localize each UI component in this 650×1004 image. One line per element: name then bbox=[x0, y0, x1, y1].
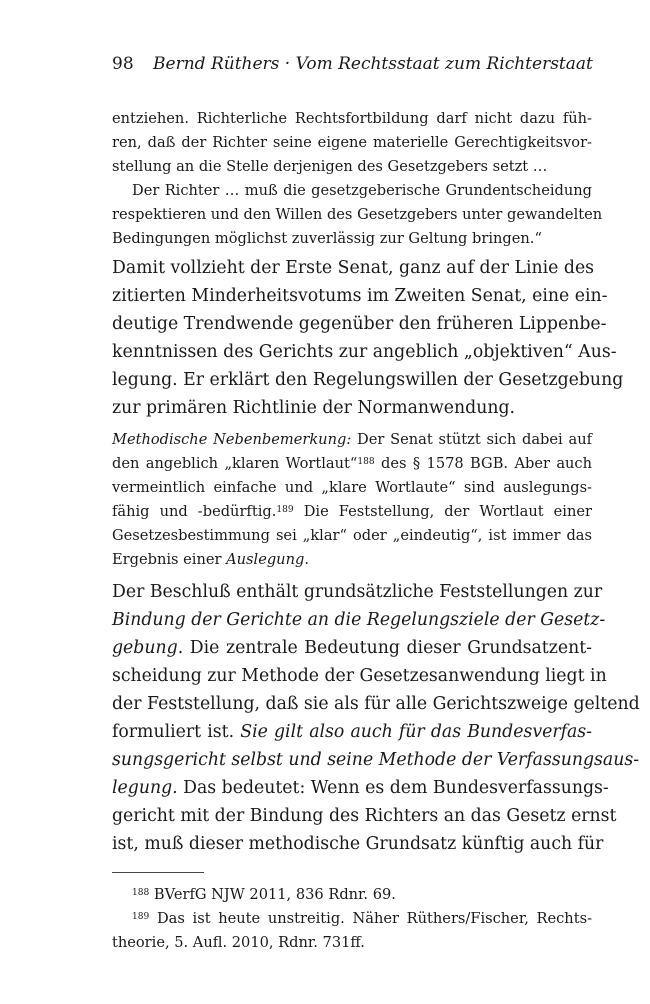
paragraph-line: ist, muß dieser methodische Grundsatz künftig auch für bbox=[112, 834, 604, 854]
note-line: den angeblich „klaren Wortlaut“$^{188}$ des § 1578 BGB. Aber auch bbox=[112, 455, 592, 472]
paragraph-line: Damit vollzieht der Erste Senat, ganz auf der Linie des bbox=[112, 258, 595, 278]
quote-line: Der Richter … muß die gesetzgeberische Grundentscheidung bbox=[132, 182, 592, 199]
footnote-ref-188[interactable]: 188 bbox=[357, 456, 375, 467]
paragraph-line: deutige Trendwende gegenüber den früheren Lippenbe- bbox=[112, 314, 607, 334]
paragraph-line: sungsgericht selbst und seine Methode der Verfassungsaus- bbox=[112, 750, 640, 770]
page-number: 98 bbox=[112, 54, 134, 74]
quote-line: respektieren und den Willen des Gesetzgebers unter gewandelten bbox=[112, 206, 603, 223]
footnote-divider bbox=[112, 872, 204, 873]
running-title: Bernd Rüthers · Vom Rechtsstaat zum Richterstaat bbox=[153, 54, 593, 74]
quote-line: ren, daß der Richter seine eigene materielle Gerechtigkeitsvor- bbox=[112, 134, 592, 151]
footnote-ref-189[interactable]: 189 bbox=[276, 504, 294, 515]
footnote-189: $^{189}$ Das ist heute unstreitig. Näher Rüthers/Fischer, Rechts- bbox=[132, 910, 592, 927]
running-header bbox=[112, 54, 593, 74]
footnote-188: $^{188}$ BVerfG NJW 2011, 836 Rdnr. 69. bbox=[132, 886, 396, 903]
paragraph-line: Bindung der Gerichte an die Regelungsziele der Gesetz- bbox=[112, 610, 606, 630]
paragraph-line: legung. Das bedeutet: Wenn es dem Bundesverfassungs- bbox=[112, 778, 609, 798]
quote-line: stellung an die Stelle derjenigen des Gesetzgebers setzt … bbox=[112, 158, 548, 175]
paragraph-line: der Feststellung, daß sie als für alle Gerichtszweige geltend bbox=[112, 694, 640, 714]
paragraph-line: zitierten Minderheitsvotums im Zweiten Senat, eine ein- bbox=[112, 286, 608, 306]
paragraph-line: Der Beschluß enthält grundsätzliche Feststellungen zur bbox=[112, 582, 603, 602]
paragraph-line: zur primären Richtlinie der Normanwendung. bbox=[112, 398, 516, 418]
paragraph-line: scheidung zur Methode der Gesetzesanwendung liegt in bbox=[112, 666, 607, 686]
note-line: Gesetzesbestimmung sei „klar“ oder „eindeutig“, ist immer das bbox=[112, 527, 592, 544]
note-line: vermeintlich einfache und „klare Wortlaute“ sind auslegungs- bbox=[112, 479, 592, 496]
paragraph-line: formuliert ist. Sie gilt also auch für das Bundesverfas- bbox=[112, 722, 592, 742]
quote-line: entziehen. Richterliche Rechtsfortbildung darf nicht dazu füh- bbox=[112, 110, 592, 127]
paragraph-line: kenntnissen des Gerichts zur angeblich „objektiven“ Aus- bbox=[112, 342, 617, 362]
quote-line: Bedingungen möglichst zuverlässig zur Geltung bringen.“ bbox=[112, 230, 542, 247]
paragraph-line: gericht mit der Bindung des Richters an das Gesetz ernst bbox=[112, 806, 617, 826]
note-label: Methodische Nebenbemerkung: bbox=[112, 431, 352, 448]
note-line: fähig und -bedürftig.$^{189}$ Die Feststellung, der Wortlaut einer bbox=[112, 503, 592, 520]
footnote-189-continued: theorie, 5. Aufl. 2010, Rdnr. 731ff. bbox=[112, 934, 365, 951]
paragraph-line: gebung. Die zentrale Bedeutung dieser Grundsatzent- bbox=[112, 638, 592, 658]
paragraph-line: legung. Er erklärt den Regelungswillen der Gesetzgebung bbox=[112, 370, 624, 390]
note-line: Ergebnis einer Auslegung. bbox=[112, 551, 309, 568]
note-line: Methodische Nebenbemerkung: Der Senat stützt sich dabei auf bbox=[112, 431, 592, 448]
